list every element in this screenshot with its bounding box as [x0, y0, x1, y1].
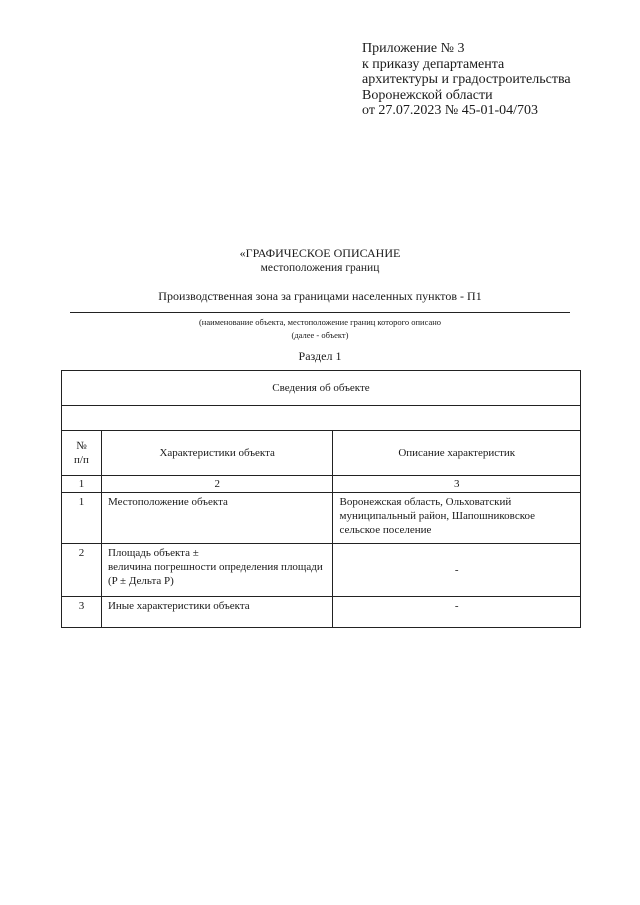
col-number: 3: [333, 476, 581, 493]
row-characteristic: Местоположение объекта: [101, 493, 333, 544]
table-empty-row: [62, 406, 581, 431]
object-caption-line-1: (наименование объекта, местоположение границ которого описано: [198, 317, 442, 327]
row-number: 3: [62, 597, 102, 628]
object-info-table: [61, 370, 581, 628]
table-title-row: [62, 371, 581, 406]
table-row: [62, 597, 581, 628]
document-title: «ГРАФИЧЕСКОЕ ОПИСАНИЕ: [239, 246, 401, 260]
object-name: Производственная зона за границами населенных пунктов - П1: [158, 289, 482, 303]
appendix-line: к приказу департамента: [362, 56, 505, 72]
col-header-characteristic: Характеристики объекта: [101, 431, 333, 476]
row-characteristic: Площадь объекта ± величина погрешности определения площади (P ± Дельта P): [101, 544, 333, 597]
col-number: 1: [62, 476, 102, 493]
table-header-row: [62, 431, 581, 476]
appendix-block: [362, 41, 632, 119]
appendix-line: архитектуры и градостроительства: [362, 72, 571, 88]
document-subtitle: местоположения границ: [260, 262, 380, 274]
object-caption-line-2: (далее - объект): [291, 330, 349, 340]
row-description: Воронежская область, Ольховатский муниципальный район, Шапошниковское сельское поселение: [333, 493, 581, 544]
row-description: -: [333, 544, 581, 597]
appendix-line: от 27.07.2023 № 45-01-04/703: [362, 103, 539, 119]
table-title: Сведения об объекте: [62, 371, 581, 406]
row-description: -: [333, 597, 581, 628]
row-number: 2: [62, 544, 102, 597]
col-header-number: № п/п: [62, 431, 102, 476]
empty-cell: [62, 406, 581, 431]
section-title: Раздел 1: [298, 349, 342, 363]
col-header-description: Описание характеристик: [333, 431, 581, 476]
table-row: [62, 544, 581, 597]
row-number: 1: [62, 493, 102, 544]
appendix-line: Приложение № 3: [362, 41, 465, 56]
appendix-line: Воронежской области: [362, 87, 493, 103]
underline-rule: [70, 312, 570, 313]
table-row: [62, 493, 581, 544]
col-number: 2: [101, 476, 333, 493]
row-characteristic: Иные характеристики объекта: [101, 597, 333, 628]
table-column-numbers-row: [62, 476, 581, 493]
